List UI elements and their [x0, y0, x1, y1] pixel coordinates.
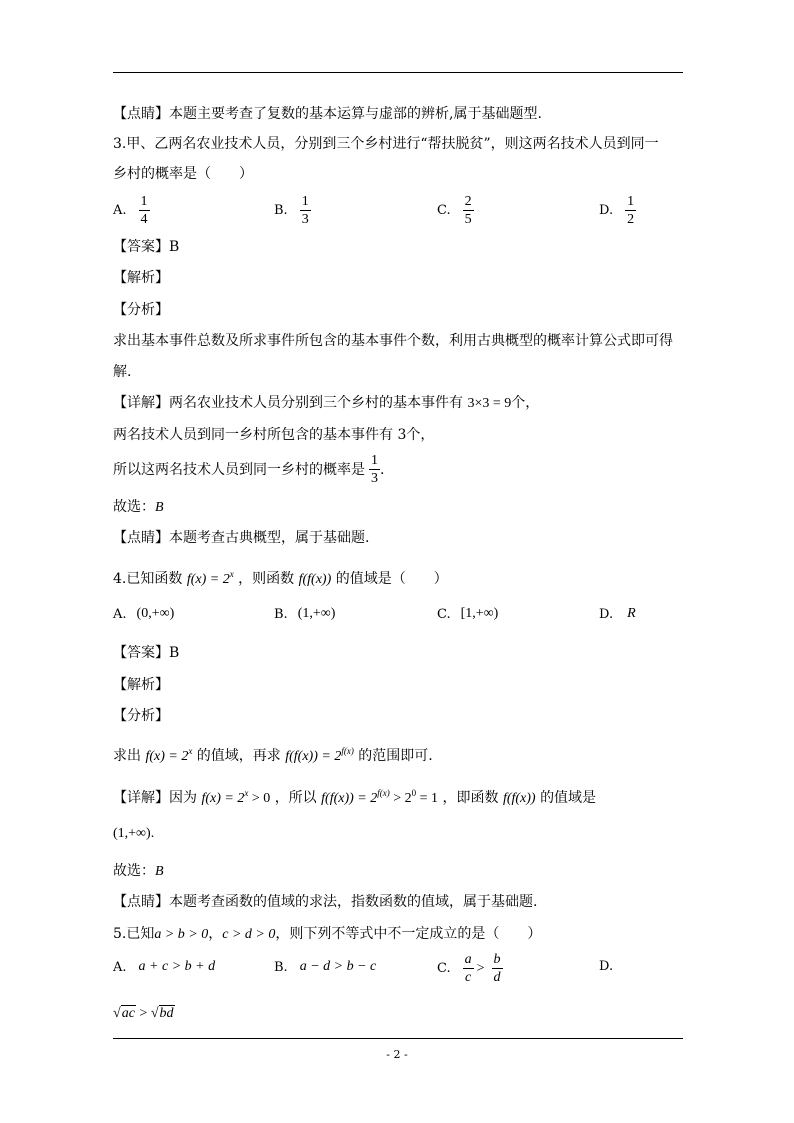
q4-fenxi: 【分析】 — [113, 708, 169, 724]
q4-option-a: A. (0,+∞) — [113, 606, 175, 622]
q3-detail-line3: 所以这两名技术人员到同一乡村的概率是 $\frac{1}{3}$ . — [113, 453, 385, 486]
fraction: $\frac{b}{d}$ — [493, 952, 501, 985]
q3-option-d: D. $\frac{1}{2}$ — [599, 194, 635, 227]
sqrt: √ac — [113, 1006, 135, 1021]
q5-option-a: A. a + c > b + d — [113, 959, 216, 975]
header-rule — [113, 72, 683, 73]
q3-option-a: A. $\frac{1}{4}$ — [113, 194, 148, 227]
sqrt: √bd — [150, 1006, 174, 1021]
fraction: $\frac{1}{2}$ — [627, 194, 635, 227]
q4-option-d: D. R — [599, 606, 636, 622]
q4-detail-line2: (1,+∞). — [113, 826, 155, 841]
q4-choose: 故选：B — [113, 863, 164, 879]
q4-analysis: 求出 $f(x) = 2^x$ 的值域，再求 $f(f(x)) = 2^{f(x)}$ 的范围即可. — [113, 746, 433, 764]
q3-answer: 【答案】B — [113, 239, 180, 255]
q3-jiexi: 【解析】 — [113, 270, 169, 286]
q4-option-b: B. (1,+∞) — [274, 606, 336, 622]
q5-option-d-content: √ac > √bd — [113, 1003, 175, 1024]
q2-tip-line: 【点睛】本题主要考查了复数的基本运算与虚部的辨析,属于基础题型. — [113, 106, 542, 122]
fraction: $\frac{1}{3}$ — [301, 194, 309, 227]
q3-stem-line2: 乡村的概率是（ ） — [113, 166, 253, 182]
fraction: $\frac{1}{4}$ — [140, 194, 148, 227]
q4-stem: 4.已知函数 $f(x) = 2^x$ ，则函数 f(f(x)) 的值域是（ ） — [113, 569, 448, 587]
q4-answer: 【答案】B — [113, 645, 180, 661]
page-number: - 2 - — [386, 1048, 408, 1061]
q5-option-b: B. a − d > b − c — [274, 959, 377, 975]
q3-detail-line2: 两名技术人员到同一乡村所包含的基本事件有 3个， — [113, 427, 435, 443]
q3-analysis-line2: 解. — [113, 364, 132, 380]
q3-option-c: C. $\frac{2}{5}$ — [437, 194, 472, 227]
q4-option-c: C. [1,+∞) — [437, 606, 499, 622]
q4-tip: 【点睛】本题考查函数的值域的求法，指数函数的值域，属于基础题. — [113, 894, 538, 910]
q4-jiexi: 【解析】 — [113, 677, 169, 693]
q3-tip: 【点睛】本题考查古典概型，属于基础题. — [113, 530, 370, 546]
q3-fenxi: 【分析】 — [113, 302, 169, 318]
q5-option-c: C. $\frac{a}{c}$ > $\frac{b}{d}$ — [437, 952, 501, 985]
fraction: $\frac{2}{5}$ — [464, 194, 472, 227]
footer-rule — [113, 1038, 683, 1039]
q3-stem-line1: 3.甲、乙两名农业技术人员，分别到三个乡村进行“帮扶脱贫”，则这两名技术人员到同一 — [113, 136, 659, 152]
q3-detail-line1: 【详解】两名农业技术人员分别到三个乡村的基本事件有 3×3 = 9个， — [113, 395, 540, 411]
q3-option-b: B. $\frac{1}{3}$ — [274, 194, 309, 227]
fraction: $\frac{a}{c}$ — [464, 952, 472, 985]
q3-analysis-line1: 求出基本事件总数及所求事件所包含的基本事件个数，利用古典概型的概率计算公式即可得 — [113, 333, 673, 349]
fraction: $\frac{1}{3}$ — [371, 453, 378, 486]
q5-option-d: D. — [599, 959, 614, 974]
q5-stem: 5.已知a > b > 0，c > d > 0，则下列不等式中不一定成立的是（ ） — [113, 926, 542, 942]
q4-detail-line1: 【详解】因为 $f(x) = 2^x > 0$ ，所以 $f(f(x)) = 2^{f(x)} > 2^0 = 1$ ，即函数 f(f(x)) 的值域是 — [113, 788, 597, 806]
q3-choose: 故选：B — [113, 499, 164, 515]
